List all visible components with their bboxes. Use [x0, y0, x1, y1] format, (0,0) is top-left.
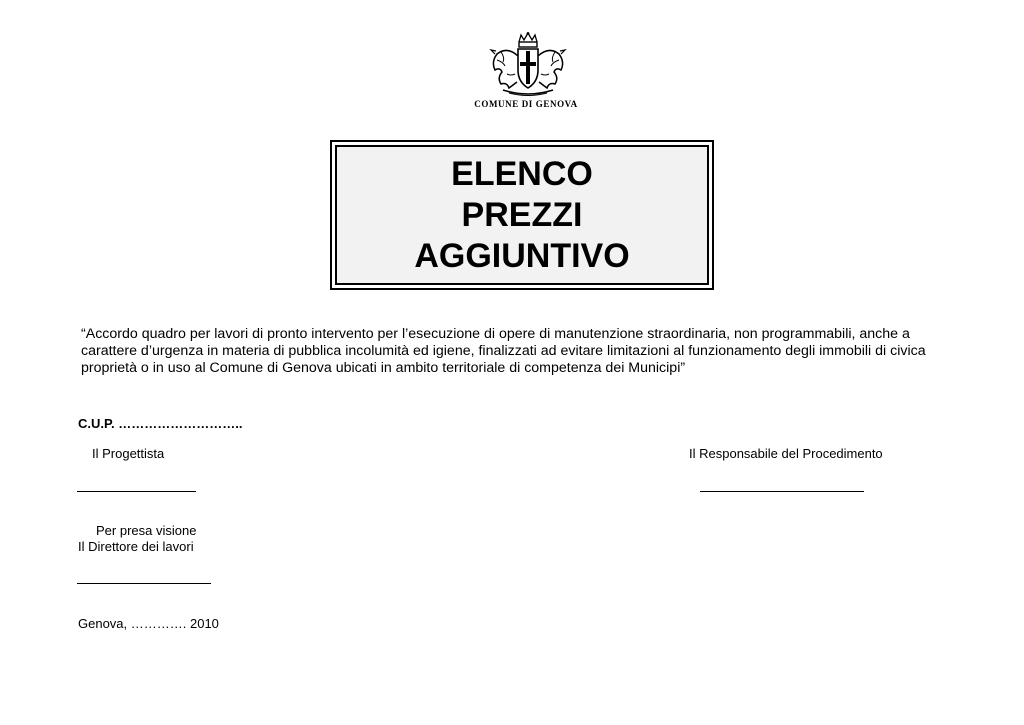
title-frame	[330, 140, 714, 290]
manager-label: Il Responsabile del Procedimento	[689, 446, 883, 461]
organization-name: COMUNE DI GENOVA	[474, 99, 578, 109]
designer-label: Il Progettista	[92, 446, 165, 461]
title-panel	[335, 145, 709, 285]
title-line-3: AGGIUNTIVO	[414, 236, 630, 275]
agreement-description: “Accordo quadro per lavori di pronto intervento per l’esecuzione di opere di manutenzione straordinaria, non programmabili, anche a carattere d’urgenza in materia di pubblica incolumità ed igiene, finalizzati ad evitare limitazioni al funzionamento degli immobili di civica proprietà o in uso al Comune di Genova ubicati in ambito territoriale di competenza dei Municipi”	[81, 326, 926, 376]
director-signature-line	[77, 583, 211, 584]
title-line-1: ELENCO	[451, 154, 593, 193]
manager-signature-line	[700, 491, 864, 492]
director-label: Il Direttore dei lavori	[78, 539, 194, 554]
place-date: Genova, …………. 2010	[78, 616, 219, 631]
cup-code: C.U.P. ………………………..	[78, 416, 243, 431]
designer-signature-line	[77, 491, 196, 492]
review-label: Per presa visione	[96, 523, 197, 538]
coat-of-arms-icon	[489, 32, 567, 98]
title-line-2: PREZZI	[461, 195, 583, 234]
